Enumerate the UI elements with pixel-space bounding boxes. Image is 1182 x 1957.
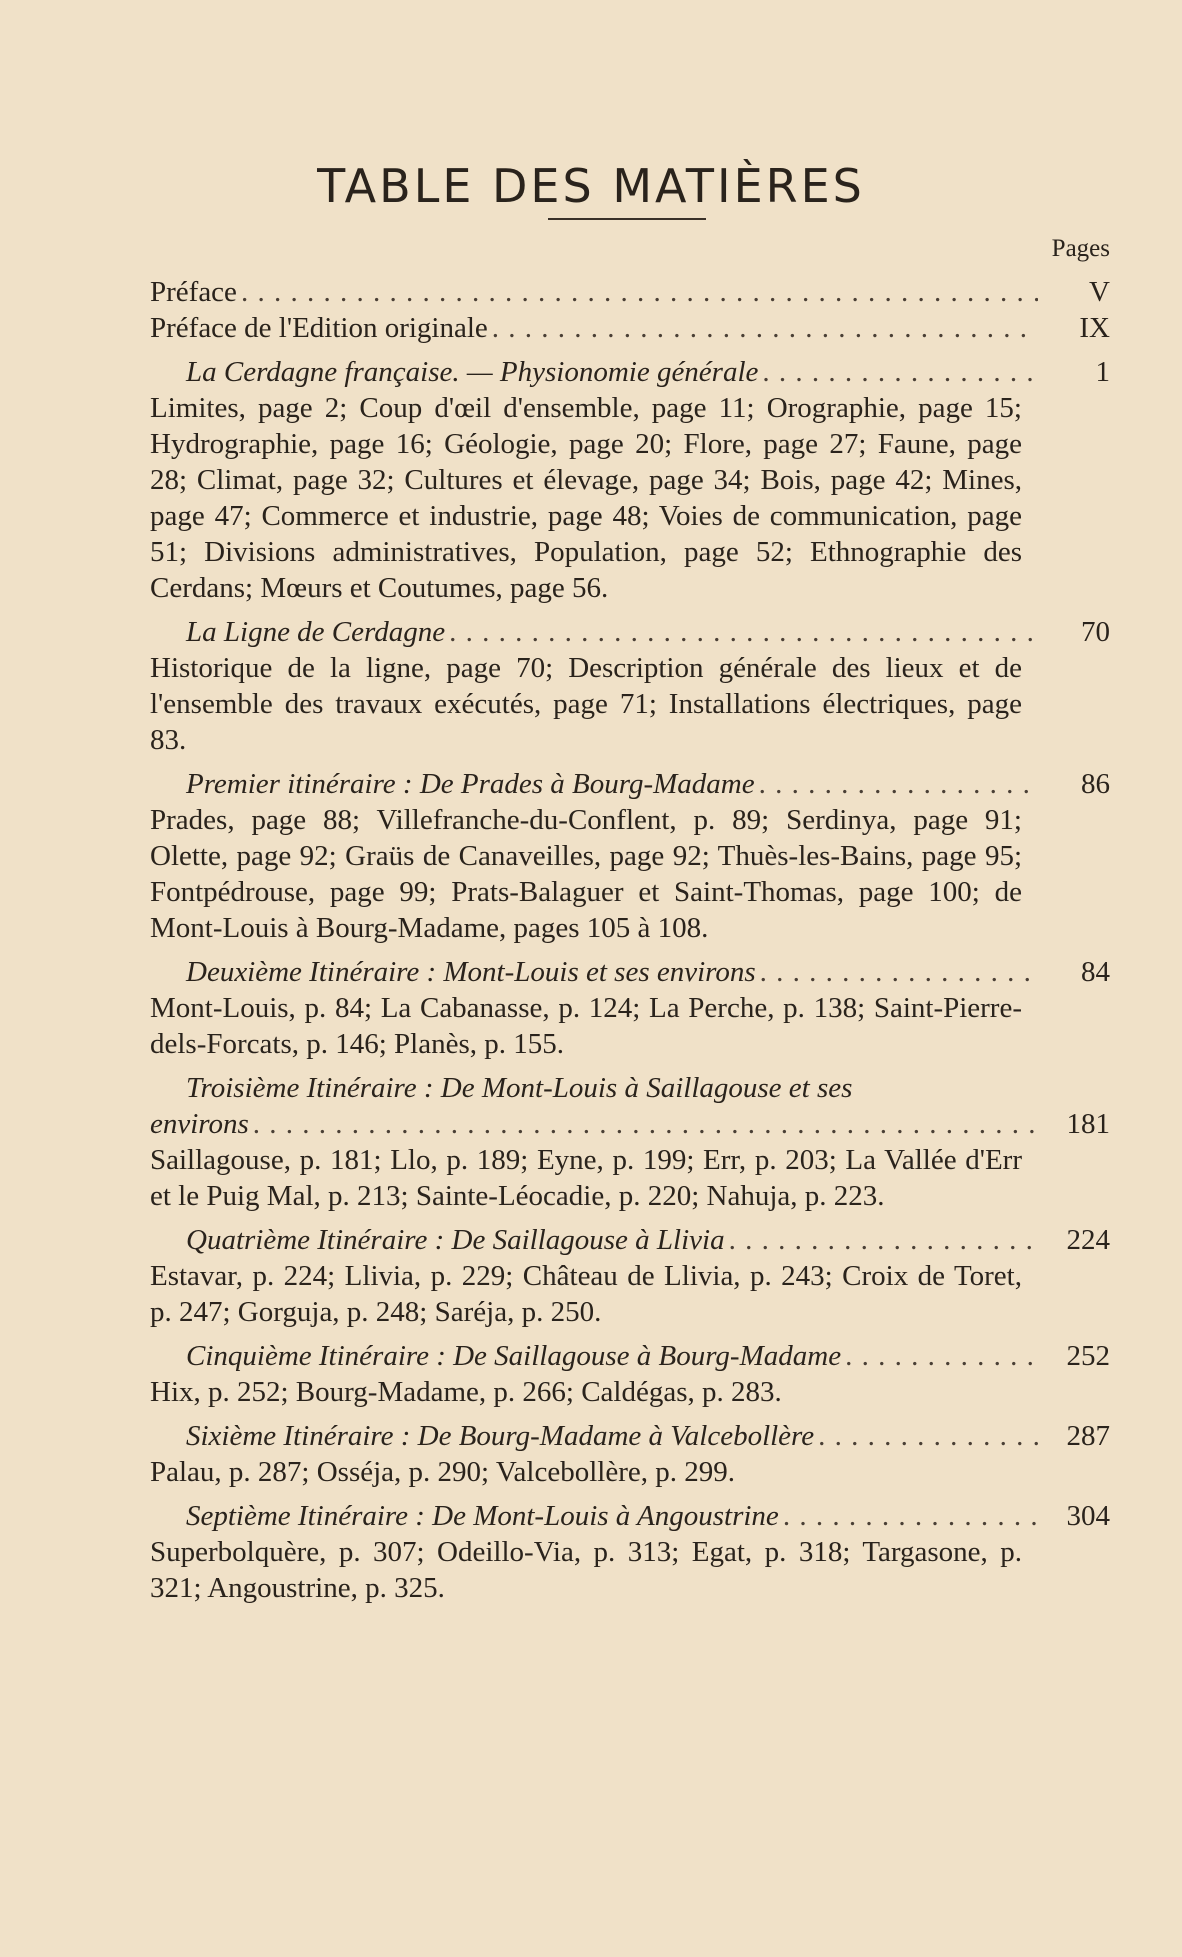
toc-entry-label: Préface: [150, 276, 237, 308]
leader-dots: [762, 354, 1038, 390]
title-divider: [548, 218, 706, 220]
toc-section-title: Quatrième Itinéraire : De Saillagouse à Llivia: [186, 1224, 725, 1256]
toc-entry-label: Préface de l'Edition originale: [150, 312, 488, 344]
toc-entry-original-preface[interactable]: [150, 310, 1110, 346]
leader-dots: [818, 1418, 1038, 1454]
leader-dots: [449, 614, 1038, 650]
toc-section-title: La Ligne de Cerdagne: [186, 616, 446, 648]
toc-section-title-line1: Troisième Itinéraire : De Mont-Louis à Saillagouse et ses: [186, 1072, 853, 1104]
leader-dots: [241, 274, 1038, 310]
page-title: TABLE DES MATIÈRES: [317, 158, 865, 213]
toc-section-title: Deuxième Itinéraire : Mont-Louis et ses environs: [186, 956, 756, 988]
toc-section-page: 224: [1066, 1224, 1110, 1256]
toc-section-title: environs: [150, 1108, 249, 1140]
leader-dots: [759, 766, 1038, 802]
table-of-contents: [150, 274, 1110, 1606]
toc-section-page: 287: [1066, 1420, 1110, 1452]
toc-section-page: 252: [1066, 1340, 1110, 1372]
toc-section-ligne: [150, 614, 1110, 758]
toc-section-details: Historique de la ligne, page 70; Description générale des lieux et de l'ensemble des travaux exécutés, page 71; Installations électriques, page 83.: [150, 652, 1022, 756]
toc-section-heading[interactable]: [150, 354, 1110, 390]
toc-section-itinerary-3: [150, 1070, 1110, 1214]
toc-section-heading[interactable]: [150, 1498, 1110, 1534]
toc-section-itinerary-5: [150, 1338, 1110, 1410]
toc-section-page: 181: [1066, 1108, 1110, 1140]
leader-dots: [492, 310, 1038, 346]
leader-dots: [845, 1338, 1038, 1374]
leader-dots: [729, 1222, 1038, 1258]
pages-column-header: Pages: [1051, 235, 1110, 262]
toc-section-itinerary-6: [150, 1418, 1110, 1490]
toc-section-heading[interactable]: [150, 766, 1110, 802]
toc-section-title: Sixième Itinéraire : De Bourg-Madame à Valcebollère: [186, 1420, 815, 1452]
toc-section-page: 70: [1081, 616, 1110, 648]
toc-section-itinerary-1: [150, 766, 1110, 946]
toc-entry-preface[interactable]: [150, 274, 1110, 310]
front-matter: [150, 274, 1110, 346]
toc-section-heading[interactable]: [150, 1106, 1110, 1142]
leader-dots: [253, 1106, 1038, 1142]
toc-section-title: Septième Itinéraire : De Mont-Louis à Angoustrine: [186, 1500, 779, 1532]
toc-section-details: Limites, page 2; Coup d'œil d'ensemble, page 11; Orographie, page 15; Hydrographie, page 16; Géologie, page 20; Flore, page 27; Faune, page 28; Climat, page 32; Cultures et élevage, page 34; Bois, page 42; Mines, page 47; Commerce et industrie, page 48; Voies de communication, page 51; Divisions administratives, Population, page 52; Ethnographie des Cerdans; Mœurs et Coutumes, page 56.: [150, 392, 1022, 604]
leader-dots: [760, 954, 1038, 990]
toc-section-details: Palau, p. 287; Osséja, p. 290; Valcebollère, p. 299.: [150, 1456, 735, 1488]
toc-entry-page: V: [1089, 276, 1110, 308]
toc-section-title: Premier itinéraire : De Prades à Bourg-Madame: [186, 768, 755, 800]
toc-section-title: La Cerdagne française. — Physionomie générale: [186, 356, 759, 388]
toc-section-page: 1: [1095, 356, 1110, 388]
toc-section-page: 86: [1081, 768, 1110, 800]
toc-section-page: 84: [1081, 956, 1110, 988]
toc-section-heading[interactable]: [150, 1222, 1110, 1258]
toc-section-heading[interactable]: [150, 614, 1110, 650]
toc-entry-page: IX: [1079, 312, 1110, 344]
toc-section-heading[interactable]: [150, 1338, 1110, 1374]
toc-section-itinerary-4: [150, 1222, 1110, 1330]
toc-section-cerdagne: [150, 354, 1110, 606]
toc-section-itinerary-7: [150, 1498, 1110, 1606]
toc-section-details: Saillagouse, p. 181; Llo, p. 189; Eyne, p. 199; Err, p. 203; La Vallée d'Err et le Puig Mal, p. 213; Sainte-Léocadie, p. 220; Nahuja, p. 223.: [150, 1144, 1022, 1212]
toc-section-heading[interactable]: [150, 954, 1110, 990]
toc-section-title: Cinquième Itinéraire : De Saillagouse à Bourg-Madame: [186, 1340, 842, 1372]
toc-section-itinerary-2: [150, 954, 1110, 1062]
leader-dots: [783, 1498, 1038, 1534]
toc-section-details: Estavar, p. 224; Llivia, p. 229; Château de Llivia, p. 243; Croix de Toret, p. 247; Gorguja, p. 248; Saréja, p. 250.: [150, 1260, 1022, 1328]
toc-section-details: Mont-Louis, p. 84; La Cabanasse, p. 124; La Perche, p. 138; Saint-Pierre-dels-Forcats, p. 146; Planès, p. 155.: [150, 992, 1022, 1060]
toc-section-details: Superbolquère, p. 307; Odeillo-Via, p. 313; Egat, p. 318; Targasone, p. 321; Angoustrine, p. 325.: [150, 1536, 1022, 1604]
toc-section-heading[interactable]: [150, 1418, 1110, 1454]
toc-section-details: Hix, p. 252; Bourg-Madame, p. 266; Caldégas, p. 283.: [150, 1376, 782, 1408]
toc-section-details: Prades, page 88; Villefranche-du-Conflent, p. 89; Serdinya, page 91; Olette, page 92; Graüs de Canaveilles, page 92; Thuès-les-Bains, page 95; Fontpédrouse, page 99; Prats-Balaguer et Saint-Thomas, page 100; de Mont-Louis à Bourg-Madame, pages 105 à 108.: [150, 804, 1022, 944]
toc-section-page: 304: [1066, 1500, 1110, 1532]
